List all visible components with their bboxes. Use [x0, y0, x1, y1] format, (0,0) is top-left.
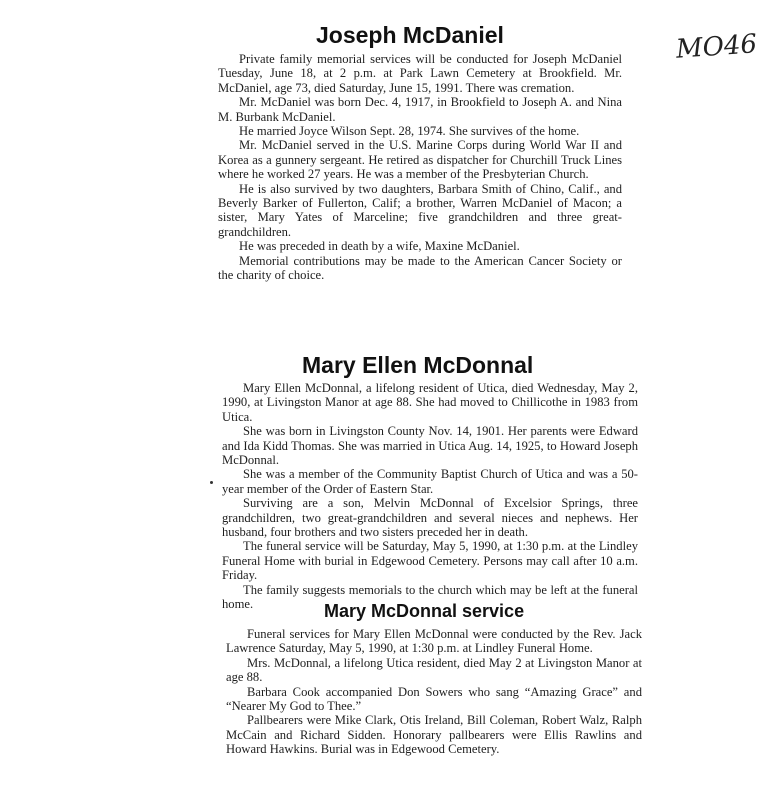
scan-speck [210, 481, 213, 484]
article-paragraph: He is also survived by two daughters, Barbara Smith of Chino, Calif., and Beverly Barker of Fullerton, Calif; a brother, Warren McDaniel of Macon; a sister, Mary Yates of Marceline; five grandchildren and three great-grandchildren. [218, 181, 622, 239]
article-paragraph: She was born in Livingston County Nov. 14, 1901. Her parents were Edward and Ida Kidd Thomas. She was married in Utica Aug. 14, 1925, to Howard Joseph McDonnal. [222, 424, 638, 468]
article-joseph-mcdaniel [218, 52, 622, 283]
article-paragraph: Mrs. McDonnal, a lifelong Utica resident, died May 2 at Livingston Manor at age 88. [226, 655, 642, 685]
article-paragraph: Mr. McDaniel served in the U.S. Marine Corps during World War II and Korea as a gunnery sergeant. He retired as dispatcher for Churchill Truck Lines where he worked 27 years. He was a member of the Presbyterian Church. [218, 138, 622, 182]
handwritten-annotation: MO46 [675, 29, 758, 65]
article-paragraph: Mary Ellen McDonnal, a lifelong resident of Utica, died Wednesday, May 2, 1990, at Livingston Manor at age 88. She had moved to Chillicothe in 1983 from Utica. [222, 381, 638, 424]
headline-joseph-mcdaniel: Joseph McDaniel [316, 22, 504, 48]
article-paragraph: Mr. McDaniel was born Dec. 4, 1917, in Brookfield to Joseph A. and Nina M. Burbank McDaniel. [218, 95, 622, 124]
headline-mary-mcdonnal-service: Mary McDonnal service [324, 601, 525, 621]
article-paragraph: Private family memorial services will be conducted for Joseph McDaniel Tuesday, June 18, at 2 p.m. at Park Lawn Cemetery at Brookfield. Mr. McDaniel, age 73, died Saturday, June 15, 1991. There was cremation. [218, 52, 622, 95]
article-paragraph: Pallbearers were Mike Clark, Otis Ireland, Bill Coleman, Robert Walz, Ralph McCain and Richard Sidden. Honorary pallbearers were Ellis Rawlins and Howard Hawkins. Burial was in Edgewood Cemetery. [226, 713, 642, 757]
headline-mary-ellen-mcdonnal: Mary Ellen McDonnal [302, 352, 534, 378]
article-mary-mcdonnal-service [226, 627, 642, 757]
article-paragraph: He married Joyce Wilson Sept. 28, 1974. She survives of the home. [239, 124, 580, 139]
article-paragraph: Barbara Cook accompanied Don Sowers who sang “Amazing Grace” and “Nearer My God to Thee.” [226, 684, 642, 714]
article-paragraph: He was preceded in death by a wife, Maxine McDaniel. [239, 239, 520, 254]
article-paragraph: Memorial contributions may be made to the American Cancer Society or the charity of choice. [218, 253, 622, 283]
article-paragraph: The family suggests memorials to the church which may be left at the funeral home. [222, 582, 638, 612]
article-paragraph: Surviving are a son, Melvin McDonnal of Excelsior Springs, three grandchildren, two great-grandchildren and several nieces and nephews. Her husband, four brothers and two sisters preceded her in death. [222, 496, 638, 540]
article-mary-ellen-mcdonnal [222, 381, 638, 612]
article-paragraph: The funeral service will be Saturday, May 5, 1990, at 1:30 p.m. at the Lindley Funeral Home with burial in Edgewood Cemetery. Persons may call after 10 a.m. Friday. [222, 539, 638, 583]
article-paragraph: Funeral services for Mary Ellen McDonnal were conducted by the Rev. Jack Lawrence Saturday, May 5, 1990, at 1:30 p.m. at Lindley Funeral Home. [226, 627, 642, 656]
article-paragraph: She was a member of the Community Baptist Church of Utica and was a 50-year member of the Order of Eastern Star. [222, 467, 638, 496]
